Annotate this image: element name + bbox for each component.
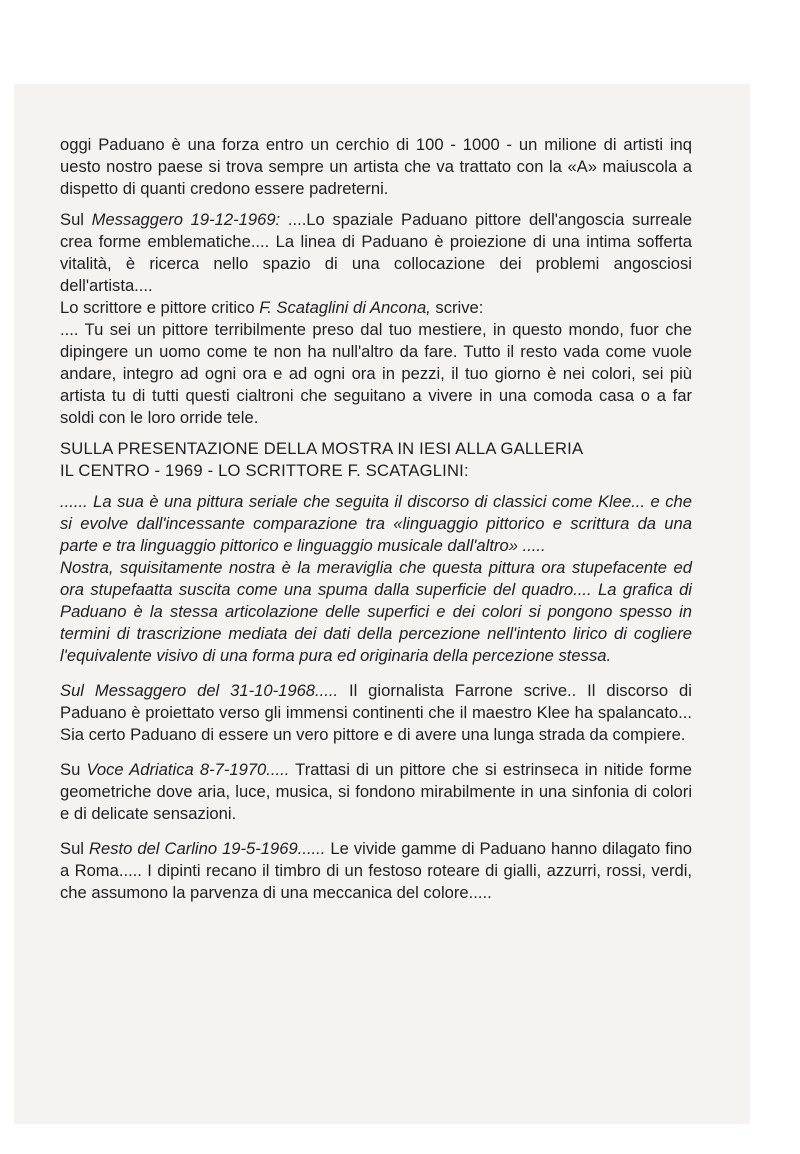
document-body [60,134,692,904]
paragraph-prefix: Lo scrittore e pittore critico [60,298,260,317]
paragraph-prefix: Sul [60,839,89,858]
source-title: Resto del Carlino 19-5-1969...... [89,839,326,858]
source-title: Sul Messaggero del 31-10-1968..... [60,681,339,700]
heading-line-2: IL CENTRO - 1969 - LO SCRITTORE F. SCATAGLINI: [60,461,469,480]
paragraph-resto-del-carlino [60,838,692,904]
paragraph-prefix: Sul [60,210,92,229]
quote-paragraph-2: Nostra, squisitamente nostra è la meraviglia che questa pittura ora stupefacente ed ora stupefaatta suscita come una spuma dalla superficie del quadro.... La grafica di Paduano è la stessa articolazione delle superfici e dei colori si pongono spesso in termini di trascrizione mediata dei dati della percezione nell'intento lirico di cogliere l'equivalente visivo di una forma pura ed originaria della percezione stessa. [60,558,692,665]
paragraph-scataglini-quote: .... Tu sei un pittore terribilmente preso dal tuo mestiere, in questo mondo, fuor che dipingere un uomo come te non ha null'altro da fare. Tutto il resto vada come vuole andare, integro ad ogni ora e ad ogni ora in pezzi, il tuo giorno è nei colori, sei più artista tu di tutti questi cialtroni che seguitano a vivere in una comoda casa o a far soldi con le loro orride tele. [60,320,692,427]
paragraph-voce-adriatica [60,759,692,825]
paragraph-text: Il giornalista Farrone scrive.. Il discorso di Paduano è proiettato verso gli immensi continenti che il maestro Klee ha spalancato... Sia certo Paduano di essere un vero pittore e di avere una lunga strada da compiere. [60,681,692,744]
paragraph-text: Le vivide gamme di Paduano hanno dilagato fino a Roma..... I dipinti recano il timbro di un festoso roteare di gialli, azzurri, rossi, verdi, che assumono la parvenza di una meccanica del colore..... [60,839,693,902]
heading-line-1: SULLA PRESENTAZIONE DELLA MOSTRA IN IESI ALLA GALLERIA [60,439,584,458]
paragraph-prefix: Su [60,760,87,779]
paragraph-messaggero-1969 [60,209,692,297]
section-heading [60,438,692,482]
source-title: Messaggero 19-12-1969: [91,210,281,229]
paragraph-text: ....Lo spaziale Paduano pittore dell'angoscia surreale crea forme emblematiche.... La linea di Paduano è proiezione di una intima sofferta vitalità, è ricerca nello spazio di una collocazione dei problemi angosciosi dell'artista.... [60,210,693,295]
paragraph-text: Trattasi di un pittore che si estrinseca in nitide forme geometriche dove aria, luce, musica, si fondono mirabilmente in una sinfonia di colori e di delicate sensazioni. [60,760,692,823]
paragraph-intro: oggi Paduano è una forza entro un cerchio di 100 - 1000 - un milione di artisti inq uesto nostro paese si trova sempre un artista che va trattato con la «A» maiuscola a dispetto di quanti credono essere padreterni. [60,135,692,198]
paragraph-messaggero-1968 [60,680,692,746]
source-title: Voce Adriatica 8-7-1970..... [86,760,290,779]
paragraph-text: scrive: [430,298,484,317]
paragraph-scataglini-intro [60,297,692,319]
quote-paragraph-1: ...... La sua è una pittura seriale che seguita il discorso di classici come Klee... e che si evolve dall'incessante comparazione tra «linguaggio pittorico e scrittura da una parte e tra linguaggio pittorico e linguaggio musicale dall'altro» ..... [60,492,692,555]
source-title: F. Scataglini di Ancona, [259,298,431,317]
